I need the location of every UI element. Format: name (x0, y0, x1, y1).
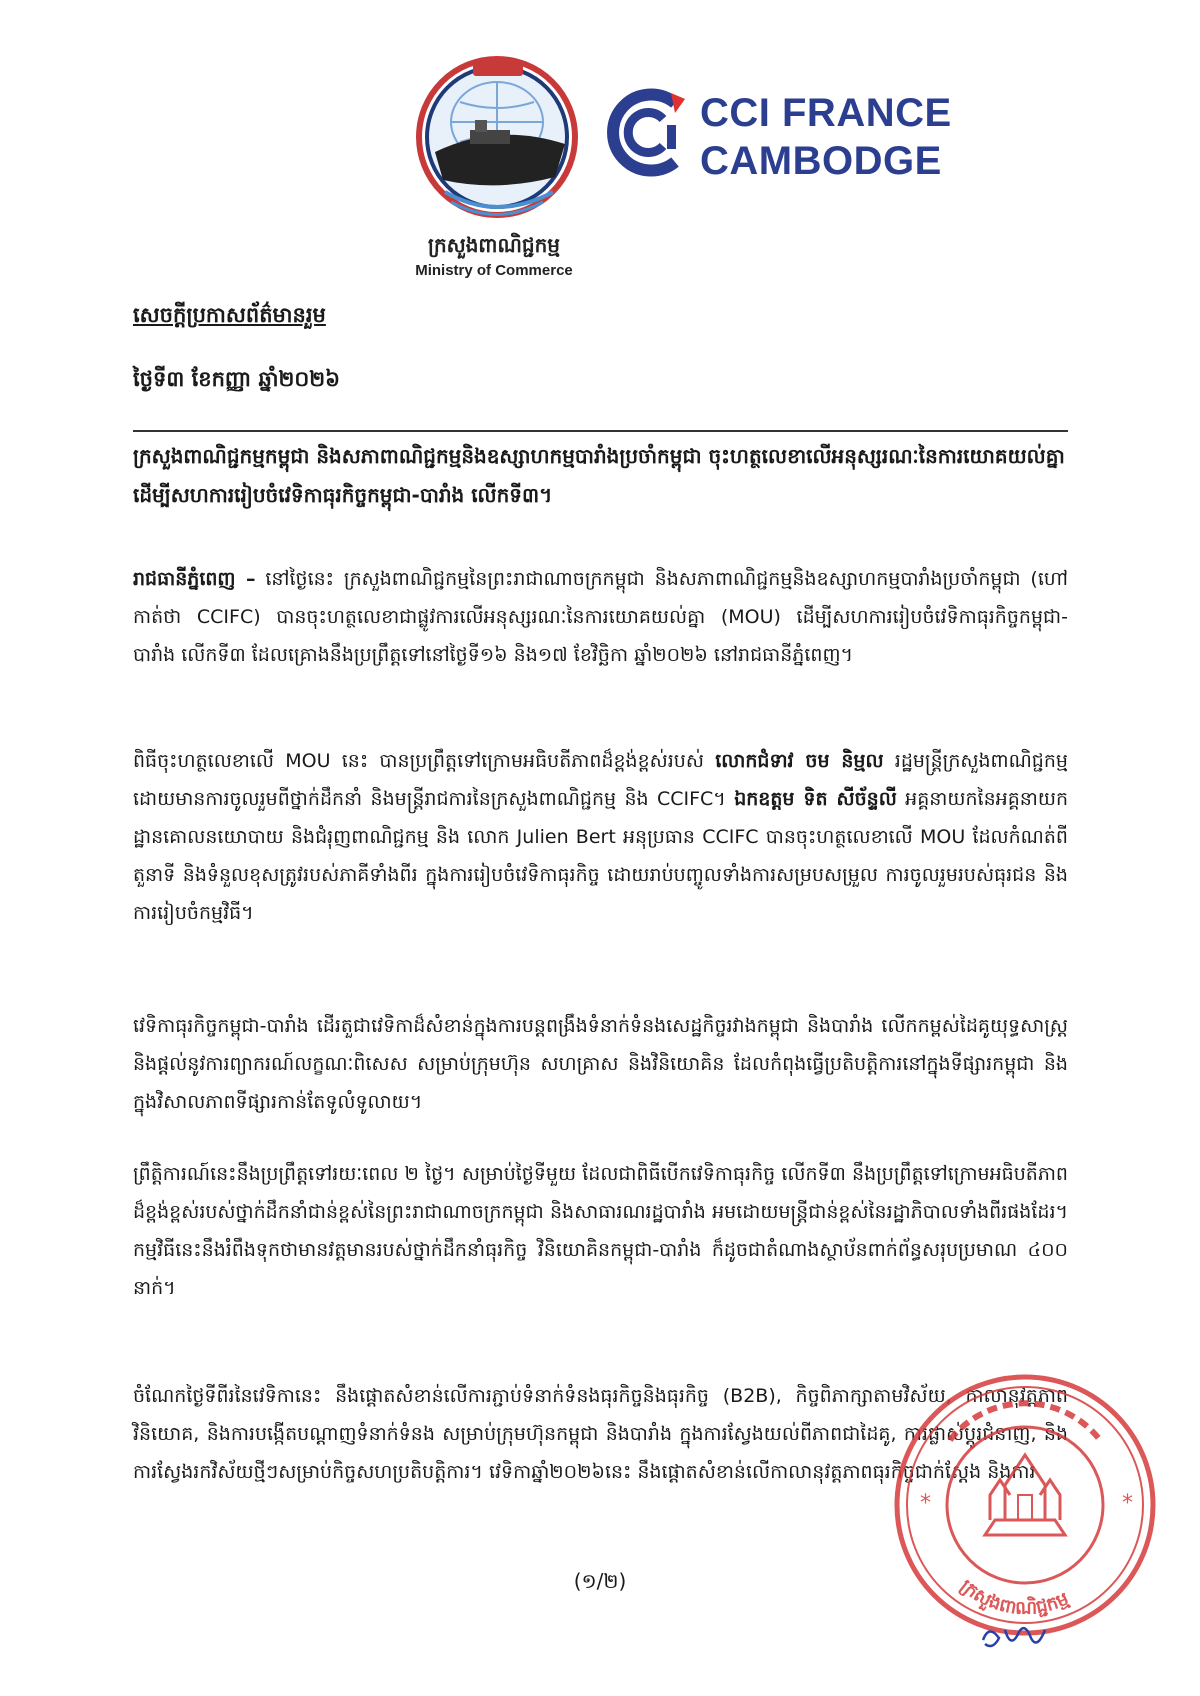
body-paragraph-2 (133, 742, 1068, 932)
minister-name: លោកជំទាវ ចម និម្មល (715, 750, 884, 772)
page-indicator: (១/២) (573, 1569, 627, 1593)
official-seal-stamp (890, 1370, 1160, 1640)
document-type-label: សេចក្តីប្រកាសព័ត៌មានរួម (133, 303, 326, 327)
body-paragraph-4: ព្រឹត្តិការណ៍នេះនឹងប្រព្រឹត្តទៅរយៈពេល ២ ថ្ងៃ។ សម្រាប់ថ្ងៃទីមួយ ដែលជាពិធីបើកវេទិកាធុរកិច្ច លើកទី៣ នឹងប្រព្រឹត្តទៅក្រោមអធិបតីភាពដ៏ខ្ពង់ខ្ពស់របស់ថ្នាក់ដឹកនាំជាន់ខ្ពស់នៃព្រះរាជាណាចក្រកម្ពុជា និងសាធារណរដ្ឋបារាំង អមដោយមន្ត្រីជាន់ខ្ពស់នៃរដ្ឋាភិបាលទាំងពីរផងដែរ។ កម្មវិធីនេះនឹងរំពឹងទុកថាមានវត្តមានរបស់ថ្នាក់ដឹកនាំធុរកិច្ច វិនិយោគិនកម្ពុជា-បារាំង ក៏ដូចជាតំណាងស្ថាប័នពាក់ព័ន្ធសរុបប្រមាណ ៤០០ នាក់។ (133, 1163, 1068, 1299)
ministry-name-english: Ministry of Commerce (415, 262, 573, 279)
paragraph-text: រដ្ឋមន្ត្រីក្រសួងពាណិជ្ជកម្ម ដោយមានការចូលរួមពីថ្នាក់ដឹកនាំ និងមន្ត្រីរាជការនៃក្រសួងពាណិជ្ជកម្ម និង CCIFC។ (133, 750, 1068, 810)
paragraph-text: ពិធីចុះហត្ថលេខាលើ MOU នេះ បានប្រព្រឹត្តទៅក្រោមអធិបតីភាពដ៏ខ្ពង់ខ្ពស់របស់ (133, 750, 716, 772)
document-headline: ក្រសួងពាណិជ្ជកម្មកម្ពុជា និងសភាពាណិជ្ជកម្មនិងឧស្សាហកម្មបារាំងប្រចាំកម្ពុជា ចុះហត្ថលេខាលើអនុស្សរណៈនៃការយោគយល់គ្នា ដើម្បីសហការរៀបចំវេទិកាធុរកិច្ចកម្ពុជា-បារាំង លើកទី៣។ (133, 444, 1065, 507)
body-paragraph-5: ចំណែកថ្ងៃទីពីរនៃវេទិកានេះ នឹងផ្តោតសំខាន់លើការភ្ជាប់ទំនាក់ទំនងធុរកិច្ចនិងធុរកិច្ច (B2B), កិច្ចពិភាក្សាតាមវិស័យ, កាលានុវត្តភាពវិនិយោគ, និងការបង្កើតបណ្តាញទំនាក់ទំនង សម្រាប់ក្រុមហ៊ុនកម្ពុជា និងបារាំង ក្នុងការស្វែងយល់ពីភាពជាដៃគូ, ការផ្លាស់ប្តូរជំនាញ, និងការស្វែងរកវិស័យថ្មីៗសម្រាប់កិច្ចសហប្រតិបត្តិការ។ វេទិកាឆ្នាំ២០២៦នេះ នឹងផ្តោតសំខាន់លើកាលានុវត្តភាពធុរកិច្ចជាក់ស្តែង និងការ (133, 1385, 1068, 1483)
cci-logo-text-line1: CCI FRANCE (700, 91, 952, 135)
document-date: ថ្ងៃទី៣ ខែកញ្ញា ឆ្នាំ២០២៦ (133, 367, 340, 391)
header-divider (133, 430, 1068, 432)
cci-logo-text-line2: CAMBODGE (700, 139, 942, 183)
svg-text:*: * (920, 1491, 931, 1516)
svg-text:ក្រសួងពាណិជ្ជកម្ម: ក្រសួងពាណិជ្ជកម្ម (956, 1575, 1072, 1619)
paragraph-text: អគ្គនាយកនៃអគ្គនាយកដ្ឋានគោលនយោបាយ និងជំរុញពាណិជ្ជកម្ម និង លោក Julien Bert អនុប្រធាន CCIFC បានចុះហត្ថលេខាលើ MOU ដែលកំណត់ពីតួនាទី និងទំនួលខុសត្រូវរបស់ភាគីទាំងពីរ ក្នុងការរៀបចំវេទិកាធុរកិច្ច ដោយរាប់បញ្ចូលទាំងការសម្របសម្រួល ការចូលរួមរបស់ធុរជន និងការរៀបចំកម្មវិធី។ (133, 788, 1068, 924)
handwritten-initials (975, 1610, 1055, 1660)
director-general-name: ឯកឧត្តម ទិត សីច័ន្ទលី (734, 788, 897, 810)
ministry-of-commerce-logo (415, 52, 580, 232)
ministry-name-khmer: ក្រសួងពាណិជ្ជកម្ម (428, 233, 560, 257)
paragraph-text: នៅថ្ងៃនេះ ក្រសួងពាណិជ្ជកម្មនៃព្រះរាជាណាចក្រកម្ពុជា និងសភាពាណិជ្ជកម្មនិងឧស្សាហកម្មបារាំងប្រចាំកម្ពុជា (ហៅកាត់ថា CCIFC) បានចុះហត្ថលេខាជាផ្លូវការលើអនុស្សរណៈនៃការយោគយល់គ្នា (MOU) ដើម្បីសហការរៀបចំវេទិកាធុរកិច្ចកម្ពុជា-បារាំង លើកទី៣ ដែលគ្រោងនឹងប្រព្រឹត្តទៅនៅថ្ងៃទី១៦ និង១៧ ខែវិច្ឆិកា ឆ្នាំ២០២៦ នៅរាជធានីភ្នំពេញ។ (133, 568, 1068, 666)
body-paragraph-3: វេទិកាធុរកិច្ចកម្ពុជា-បារាំង ដើរតួជាវេទិកាដ៏សំខាន់ក្នុងការបន្តពង្រឹងទំនាក់ទំនងសេដ្ឋកិច្ចរវាងកម្ពុជា និងបារាំង លើកកម្ពស់ដៃគូយុទ្ធសាស្ត្រ និងផ្តល់នូវការព្យាករណ៍លក្ខណៈពិសេស សម្រាប់ក្រុមហ៊ុន សហគ្រាស និងវិនិយោគិន ដែលកំពុងធ្វើប្រតិបត្តិការនៅក្នុងទីផ្សារកម្ពុជា និងក្នុងវិសាលភាពទីផ្សារកាន់តែទូលំទូលាយ។ (133, 1015, 1068, 1113)
svg-text:*: * (1122, 1491, 1133, 1516)
dateline: រាជធានីភ្នំពេញ – (133, 568, 256, 590)
cci-france-cambodge-logo (605, 85, 690, 180)
body-paragraph-1 (133, 560, 1068, 674)
